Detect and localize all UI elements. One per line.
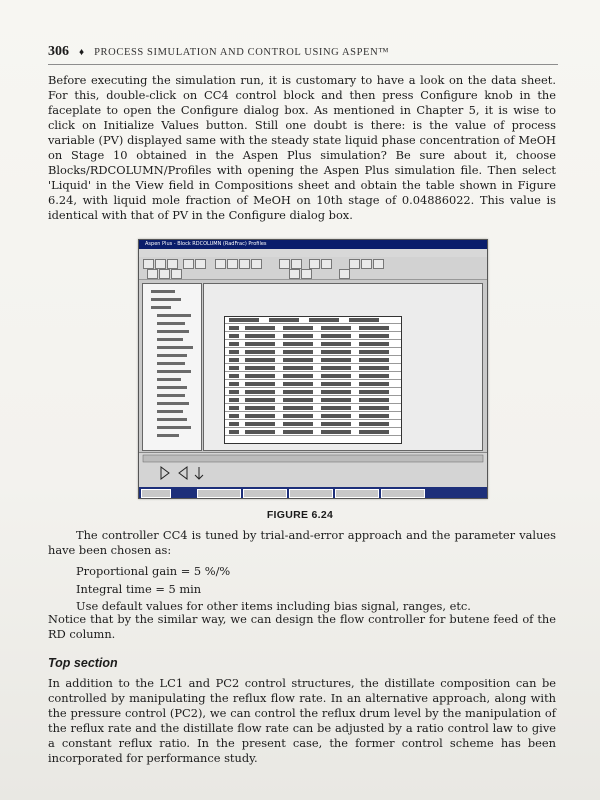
toolbar-icon [215,259,226,269]
toolbar-icon [361,259,372,269]
toolbar-icon [373,259,384,269]
toolbar-icon [171,269,182,279]
figure-window-titlebar: Aspen Plus - Block RDCOLUMN (RadFrac) Profiles [139,240,487,249]
toolbar-icon [309,259,320,269]
paragraph-data-sheet: Before executing the simulation run, it is customary to have a look on the data sheet. For this, double-click on CC4 control block and then press Configure knob in the faceplate to open the Configure dialog box. As mentioned in Chapter 5, it is wise to click on Initialize Values button. Still one doubt is there: is the value of process variable (PV) displayed same with the steady state liquid phase concentration of MeOH on Stage 10 obtained in the Aspen Plus simulation? Be sure about it, choose Blocks/RDCOLUMN/Profiles with opening the Aspen Plus simulation file. Then select 'Liquid' in the View field in Compositions sheet and obtain the table shown in Figure 6.24, with liquid mole fraction of MeOH on 10th stage of 0.04886022. This value is identical with that of PV in the Configure dialog box. [48,73,556,222]
paragraph-flow-controller: Notice that by the similar way, we can design the flow controller for butene feed of the RD column. [48,612,556,641]
toolbar-icon [279,259,290,269]
page-header [48,44,558,65]
toolbar-icon [321,259,332,269]
toolbar-icon [301,269,312,279]
figure-menubar [139,249,487,257]
toolbar-icon [339,269,350,279]
integral-time-line: Integral time = 5 min [76,582,202,596]
figure-model-library [139,452,487,487]
toolbar-icon [195,259,206,269]
toolbar-icon [143,259,154,269]
toolbar-icon [183,259,194,269]
diamond-separator-icon: ♦ [79,47,85,58]
figure-caption: FIGURE 6.24 [266,509,334,521]
figure-model-library-icons [139,453,487,487]
figure-profiles-panel [203,283,483,451]
toolbar-icon [289,269,300,279]
proportional-gain-line: Proportional gain = 5 %/% [76,564,231,578]
figure-windows-taskbar [139,487,487,498]
page-number: 306 [48,44,69,59]
toolbar-icon [167,259,178,269]
toolbar-icon [155,259,166,269]
toolbar-icon [291,259,302,269]
toolbar-icon [227,259,238,269]
figure-toolbar [139,257,487,280]
figure-6-24-screenshot [138,239,488,499]
toolbar-icon [239,259,250,269]
toolbar-icon [147,269,158,279]
section-heading-top-section: Top section [48,656,118,670]
toolbar-icon [159,269,170,279]
paragraph-tuning: The controller CC4 is tuned by trial-and-error approach and the parameter values have been chosen as: [48,528,556,557]
figure-compositions-table [224,316,402,444]
toolbar-icon [349,259,360,269]
paragraph-top-section: In addition to the LC1 and PC2 control structures, the distillate composition can be controlled by manipulating the reflux flow rate. In an alternative approach, along with the pressure control (PC2), we can control the reflux drum level by the manipulation of the reflux rate and the distillate flow rate can be adjusted by a ratio control law to give a constant reflux ratio. In the present case, the former control scheme has been incorporated for performance study. [48,676,556,765]
toolbar-icon [251,259,262,269]
figure-data-browser-tree [142,283,202,451]
running-title: PROCESS SIMULATION AND CONTROL USING ASPEN™ [94,47,390,58]
paragraph-defaults: Use default values for other items including bias signal, ranges, etc. [76,599,471,613]
